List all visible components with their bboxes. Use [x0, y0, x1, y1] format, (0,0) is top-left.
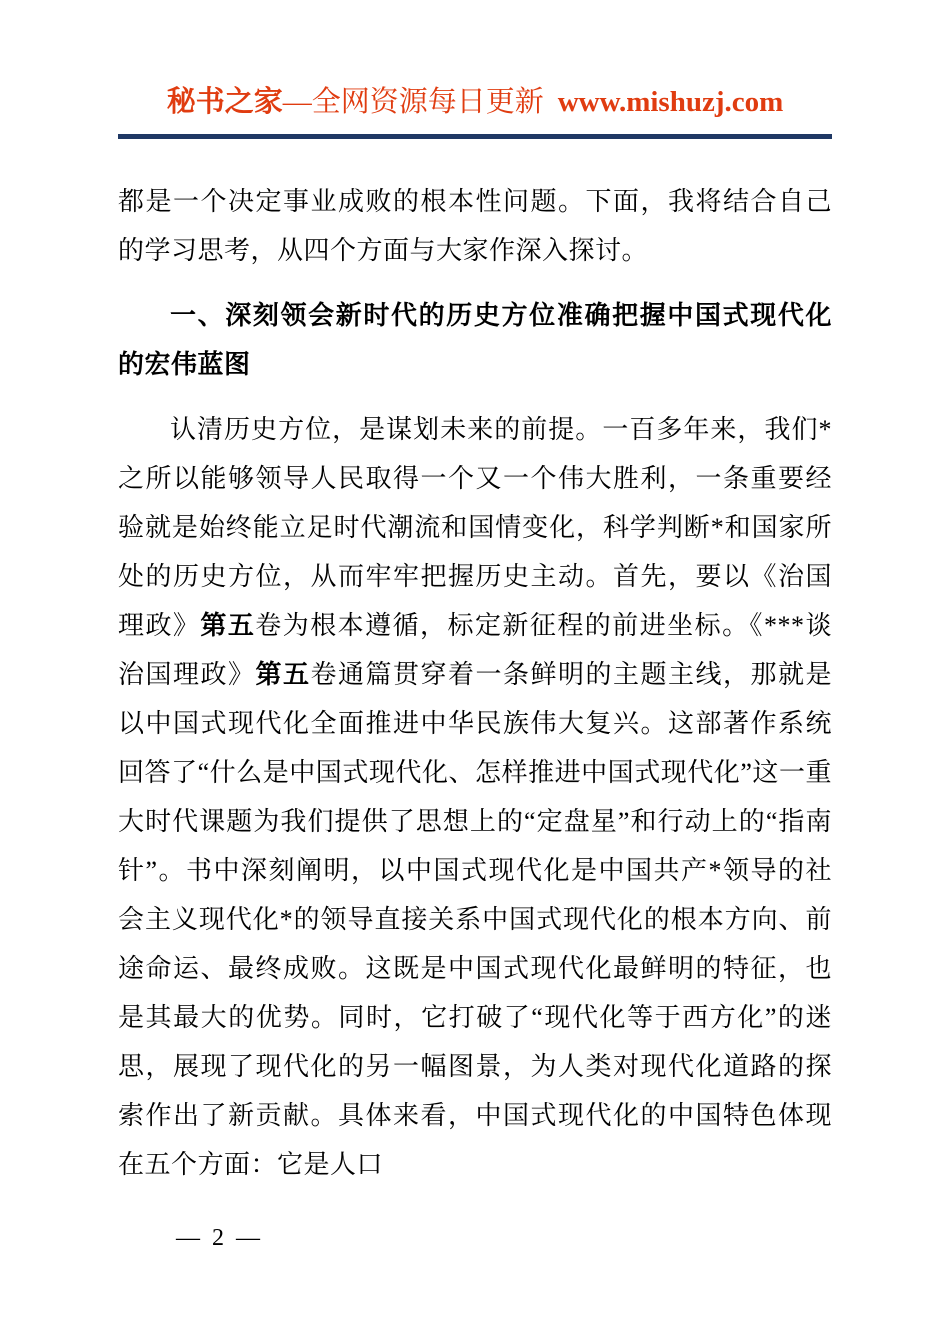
page-header — [118, 0, 832, 139]
site-name: 秘书之家 — [166, 86, 283, 118]
text-run: 都是一个决定事业成败的根本性问题。下面，我将结合自己的学习思考，从四个方面与大家作深入探讨。 — [118, 187, 832, 265]
text-run: 卷为根本遵循，标定新征程的前进坐标。《***谈治国理政》 — [118, 611, 832, 689]
page-footer — [176, 1225, 263, 1252]
paragraph-body — [118, 405, 832, 1189]
header-text — [118, 84, 832, 120]
text-run-bold: 第五 — [200, 611, 256, 640]
text-run-bold: 一、深刻领会新时代的历史方位准确把握中国式现代化的宏伟蓝图 — [118, 301, 832, 379]
section-heading — [118, 291, 832, 389]
header-separator: — — [282, 86, 312, 118]
page-number: — 2 — — [176, 1225, 263, 1251]
header-rule — [118, 134, 832, 139]
header-tagline: 全网资源每日更新 — [311, 86, 544, 118]
site-url: www.mishuzj.com — [557, 86, 784, 118]
document-body — [118, 177, 832, 1189]
paragraph-continuation — [118, 177, 832, 275]
text-run: 认清历史方位，是谋划未来的前提。一百多年来，我们*之所以能够领导人民取得一个又一个伟大胜利，一条重要经验就是始终能立足时代潮流和国情变化，科学判断*和国家所处的历史方位，从而牢牢把握历史主动。首先，要以《治国理政》 — [118, 415, 832, 640]
text-run-bold: 第五 — [255, 660, 311, 689]
text-run: 卷通篇贯穿着一条鲜明的主题主线，那就是以中国式现代化全面推进中华民族伟大复兴。这部著作系统回答了“什么是中国式现代化、怎样推进中国式现代化”这一重大时代课题为我们提供了思想上的“定盘星”和行动上的“指南针”。书中深刻阐明，以中国式现代化是中国共产*领导的社会主义现代化*的领导直接关系中国式现代化的根本方向、前途命运、最终成败。这既是中国式现代化最鲜明的特征，也是其最大的优势。同时，它打破了“现代化等于西方化”的迷思，展现了现代化的另一幅图景，为人类对现代化道路的探索作出了新贡献。具体来看，中国式现代化的中国特色体现在五个方面：它是人口 — [118, 660, 832, 1179]
